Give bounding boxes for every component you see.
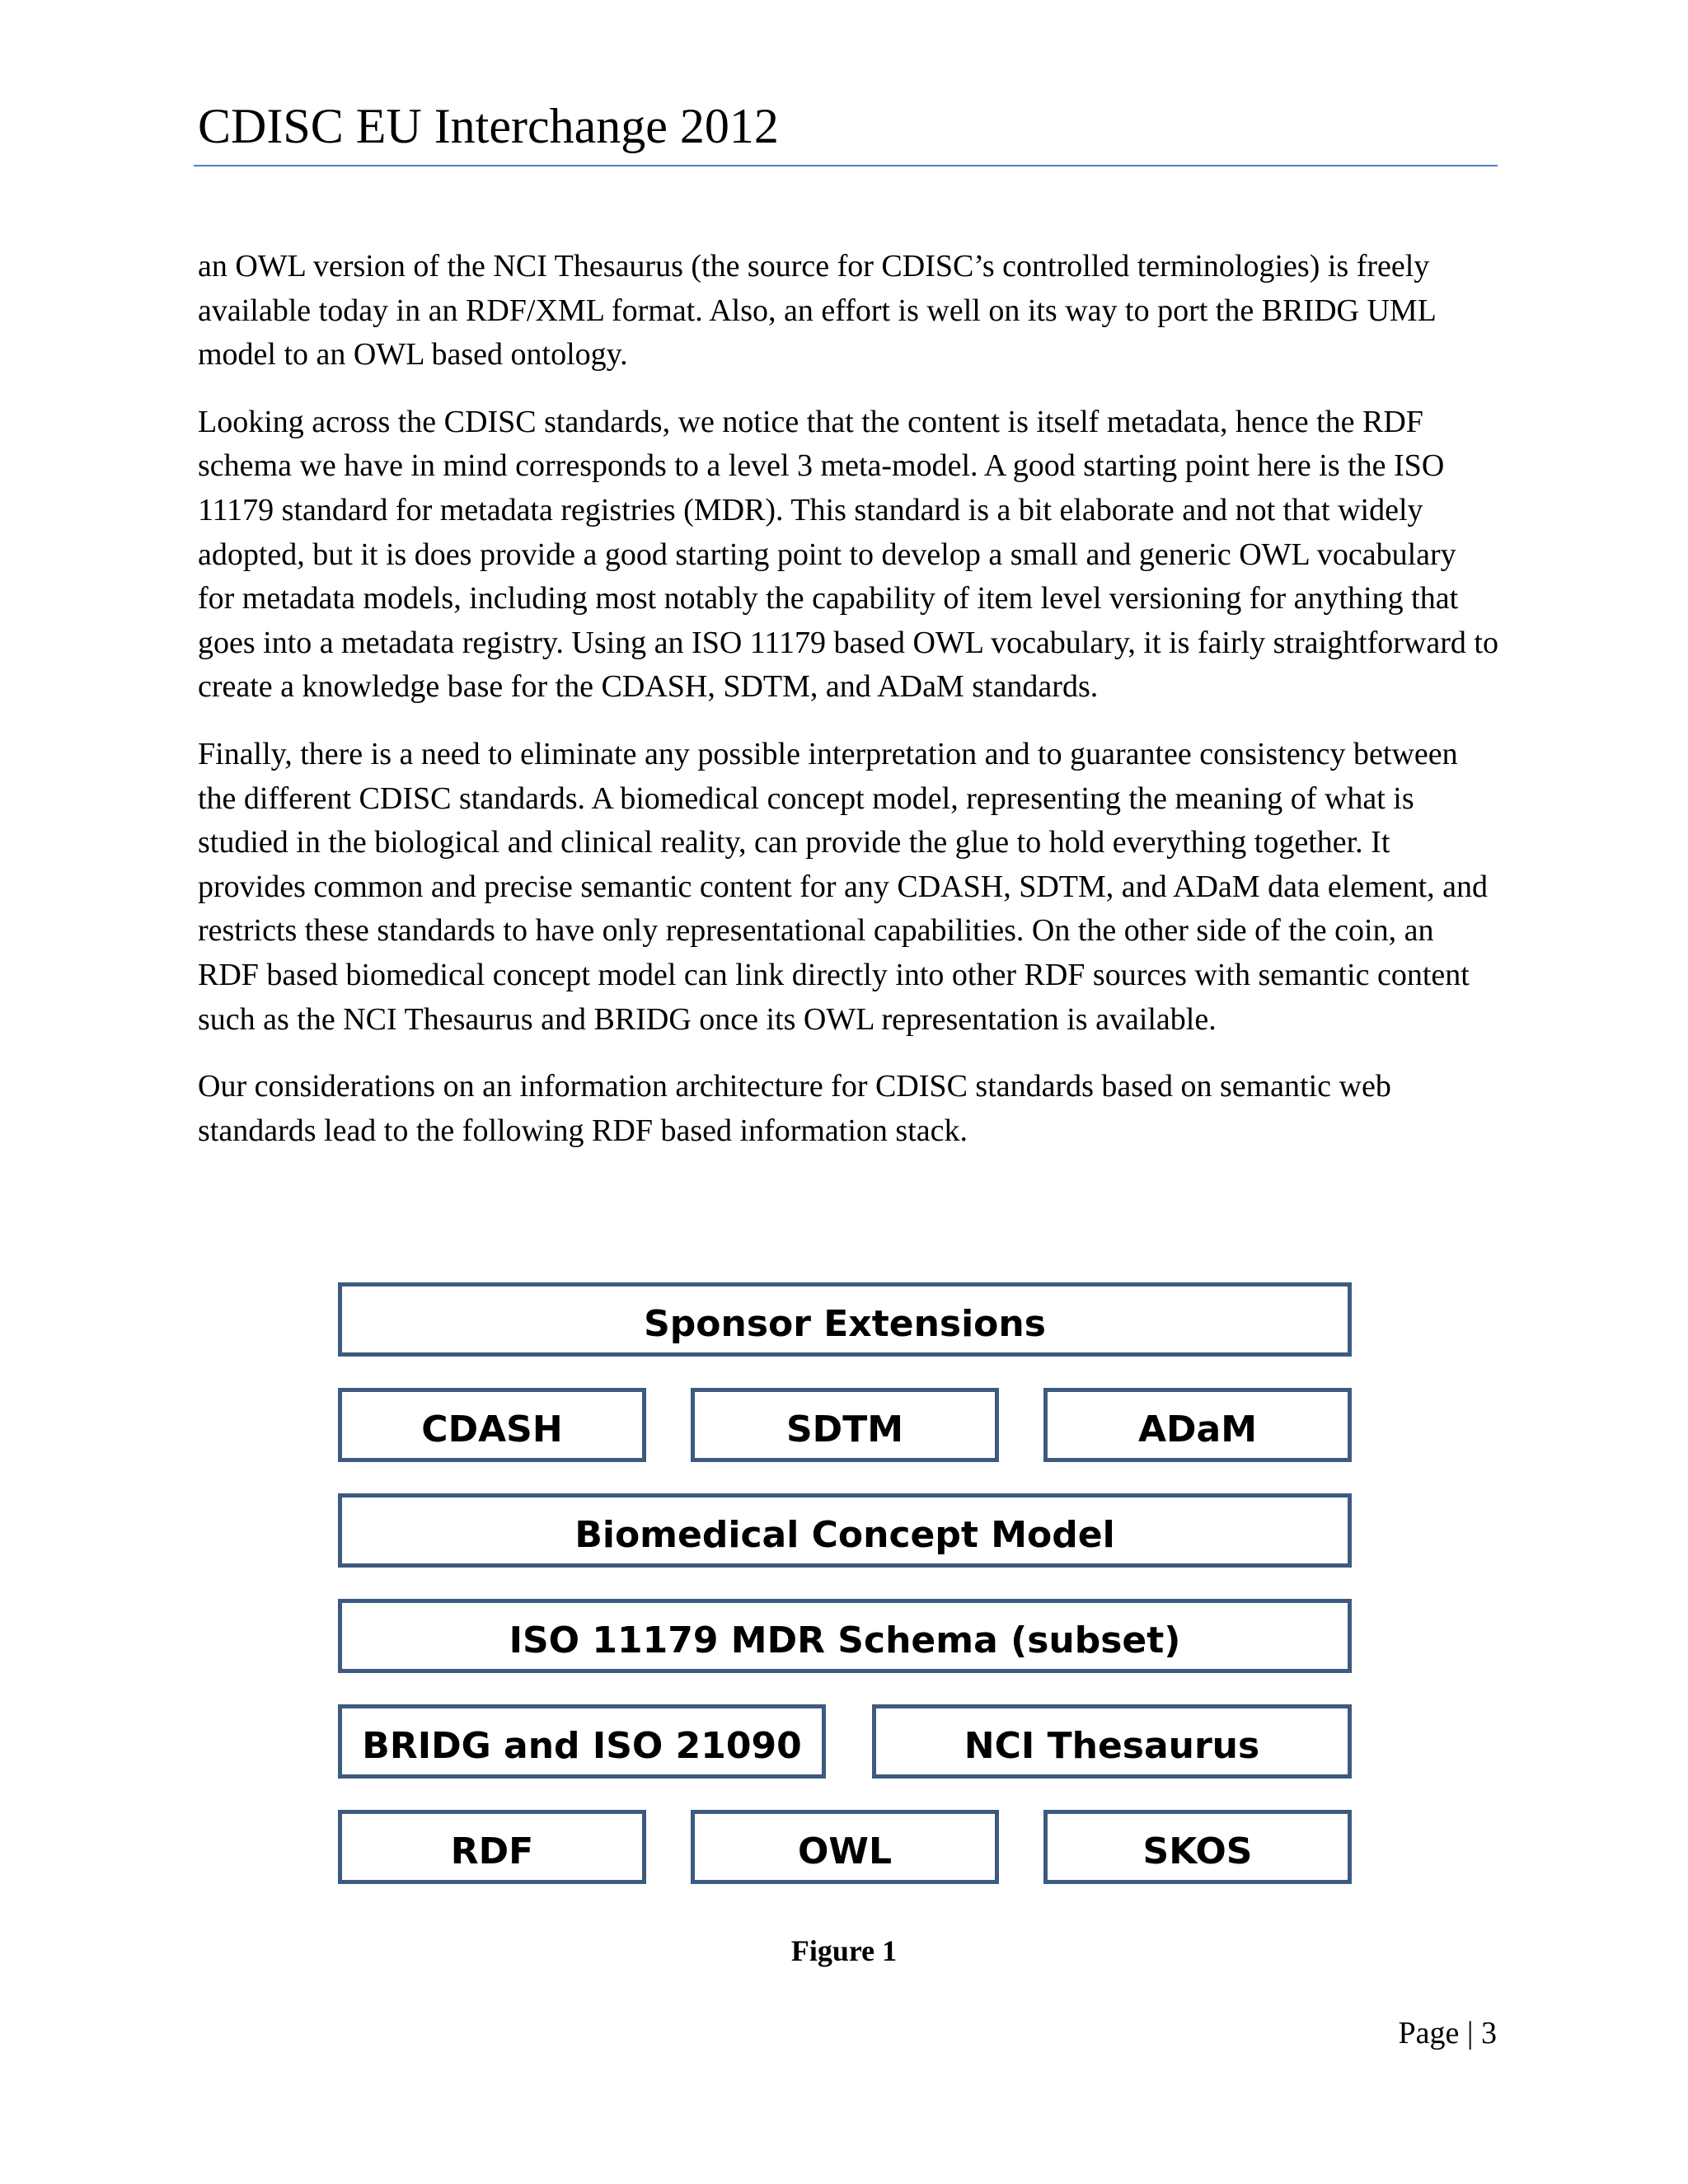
- stack-label-rdf: RDF: [450, 1830, 534, 1872]
- stack-label-sdtm: SDTM: [785, 1408, 903, 1451]
- stack-label-biomedical-concept-model: Biomedical Concept Model: [574, 1513, 1115, 1556]
- stack-box-skos: [1043, 1810, 1352, 1884]
- body-paragraph-3: Finally, there is a need to eliminate any possible interpretation and to guarantee consistency between the different CDISC standards. A biomedical concept model, representing the meaning of what is studied in the biological and clinical reality, can provide the glue to hold everything together. It provides common and precise semantic content for any CDASH, SDTM, and ADaM data element, and restricts these standards to have only representational capabilities. On the other side of the coin, an RDF based biomedical concept model can link directly into other RDF sources with semantic content such as the NCI Thesaurus and BRIDG once its OWL representation is available.: [198, 736, 1489, 1037]
- stack-box-rdf: [338, 1810, 646, 1884]
- body-paragraph-4: Our considerations on an information architecture for CDISC standards based on semantic web standards lead to the following RDF based information stack.: [198, 1069, 1391, 1148]
- stack-label-bridg-iso: BRIDG and ISO 21090: [362, 1724, 802, 1767]
- body-paragraph-2: Looking across the CDISC standards, we notice that the content is itself metadata, hence the RDF schema we have in mind corresponds to a level 3 meta-model. A good starting point here is the ISO 11179 standard for metadata registries (MDR). This standard is a bit elaborate and not that widely adopted, but it is does provide a good starting point to develop a small and generic OWL vocabulary for metadata models, including most notably the capability of item level versioning for anything that goes into a metadata registry. Using an ISO 11179 based OWL vocabulary, it is fairly straightforward to create a knowledge base for the CDASH, SDTM, and ADaM standards.: [198, 404, 1498, 705]
- stack-box-iso-mdr-schema: [338, 1599, 1352, 1673]
- stack-box-owl: [691, 1810, 999, 1884]
- stack-label-adam: ADaM: [1137, 1408, 1258, 1451]
- stack-box-sponsor-extensions: [338, 1282, 1352, 1357]
- stack-label-cdash: CDASH: [421, 1408, 563, 1451]
- page-number: Page | 3: [1398, 2016, 1497, 2050]
- stack-label-skos: SKOS: [1142, 1830, 1253, 1872]
- stack-box-cdash: [338, 1388, 646, 1462]
- stack-label-iso-mdr-schema: ISO 11179 MDR Schema (subset): [509, 1619, 1181, 1661]
- stack-label-owl: OWL: [798, 1830, 892, 1872]
- stack-box-bridg-iso: [338, 1704, 826, 1779]
- figure-caption: Figure 1: [790, 1934, 898, 1967]
- stack-box-adam: [1043, 1388, 1352, 1462]
- stack-label-nci-thesaurus: NCI Thesaurus: [964, 1724, 1260, 1767]
- stack-label-sponsor-extensions: Sponsor Extensions: [644, 1302, 1046, 1345]
- body-paragraph-1: an OWL version of the NCI Thesaurus (the source for CDISC’s controlled terminologies) is freely available today in an RDF/XML format. Also, an effort is well on its way to port the BRIDG UML model to an OWL based ontology.: [198, 249, 1436, 373]
- stack-box-sdtm: [691, 1388, 999, 1462]
- stack-box-nci-thesaurus: [872, 1704, 1352, 1779]
- document-header-title: CDISC EU Interchange 2012: [198, 99, 779, 153]
- stack-box-biomedical-concept-model: [338, 1493, 1352, 1568]
